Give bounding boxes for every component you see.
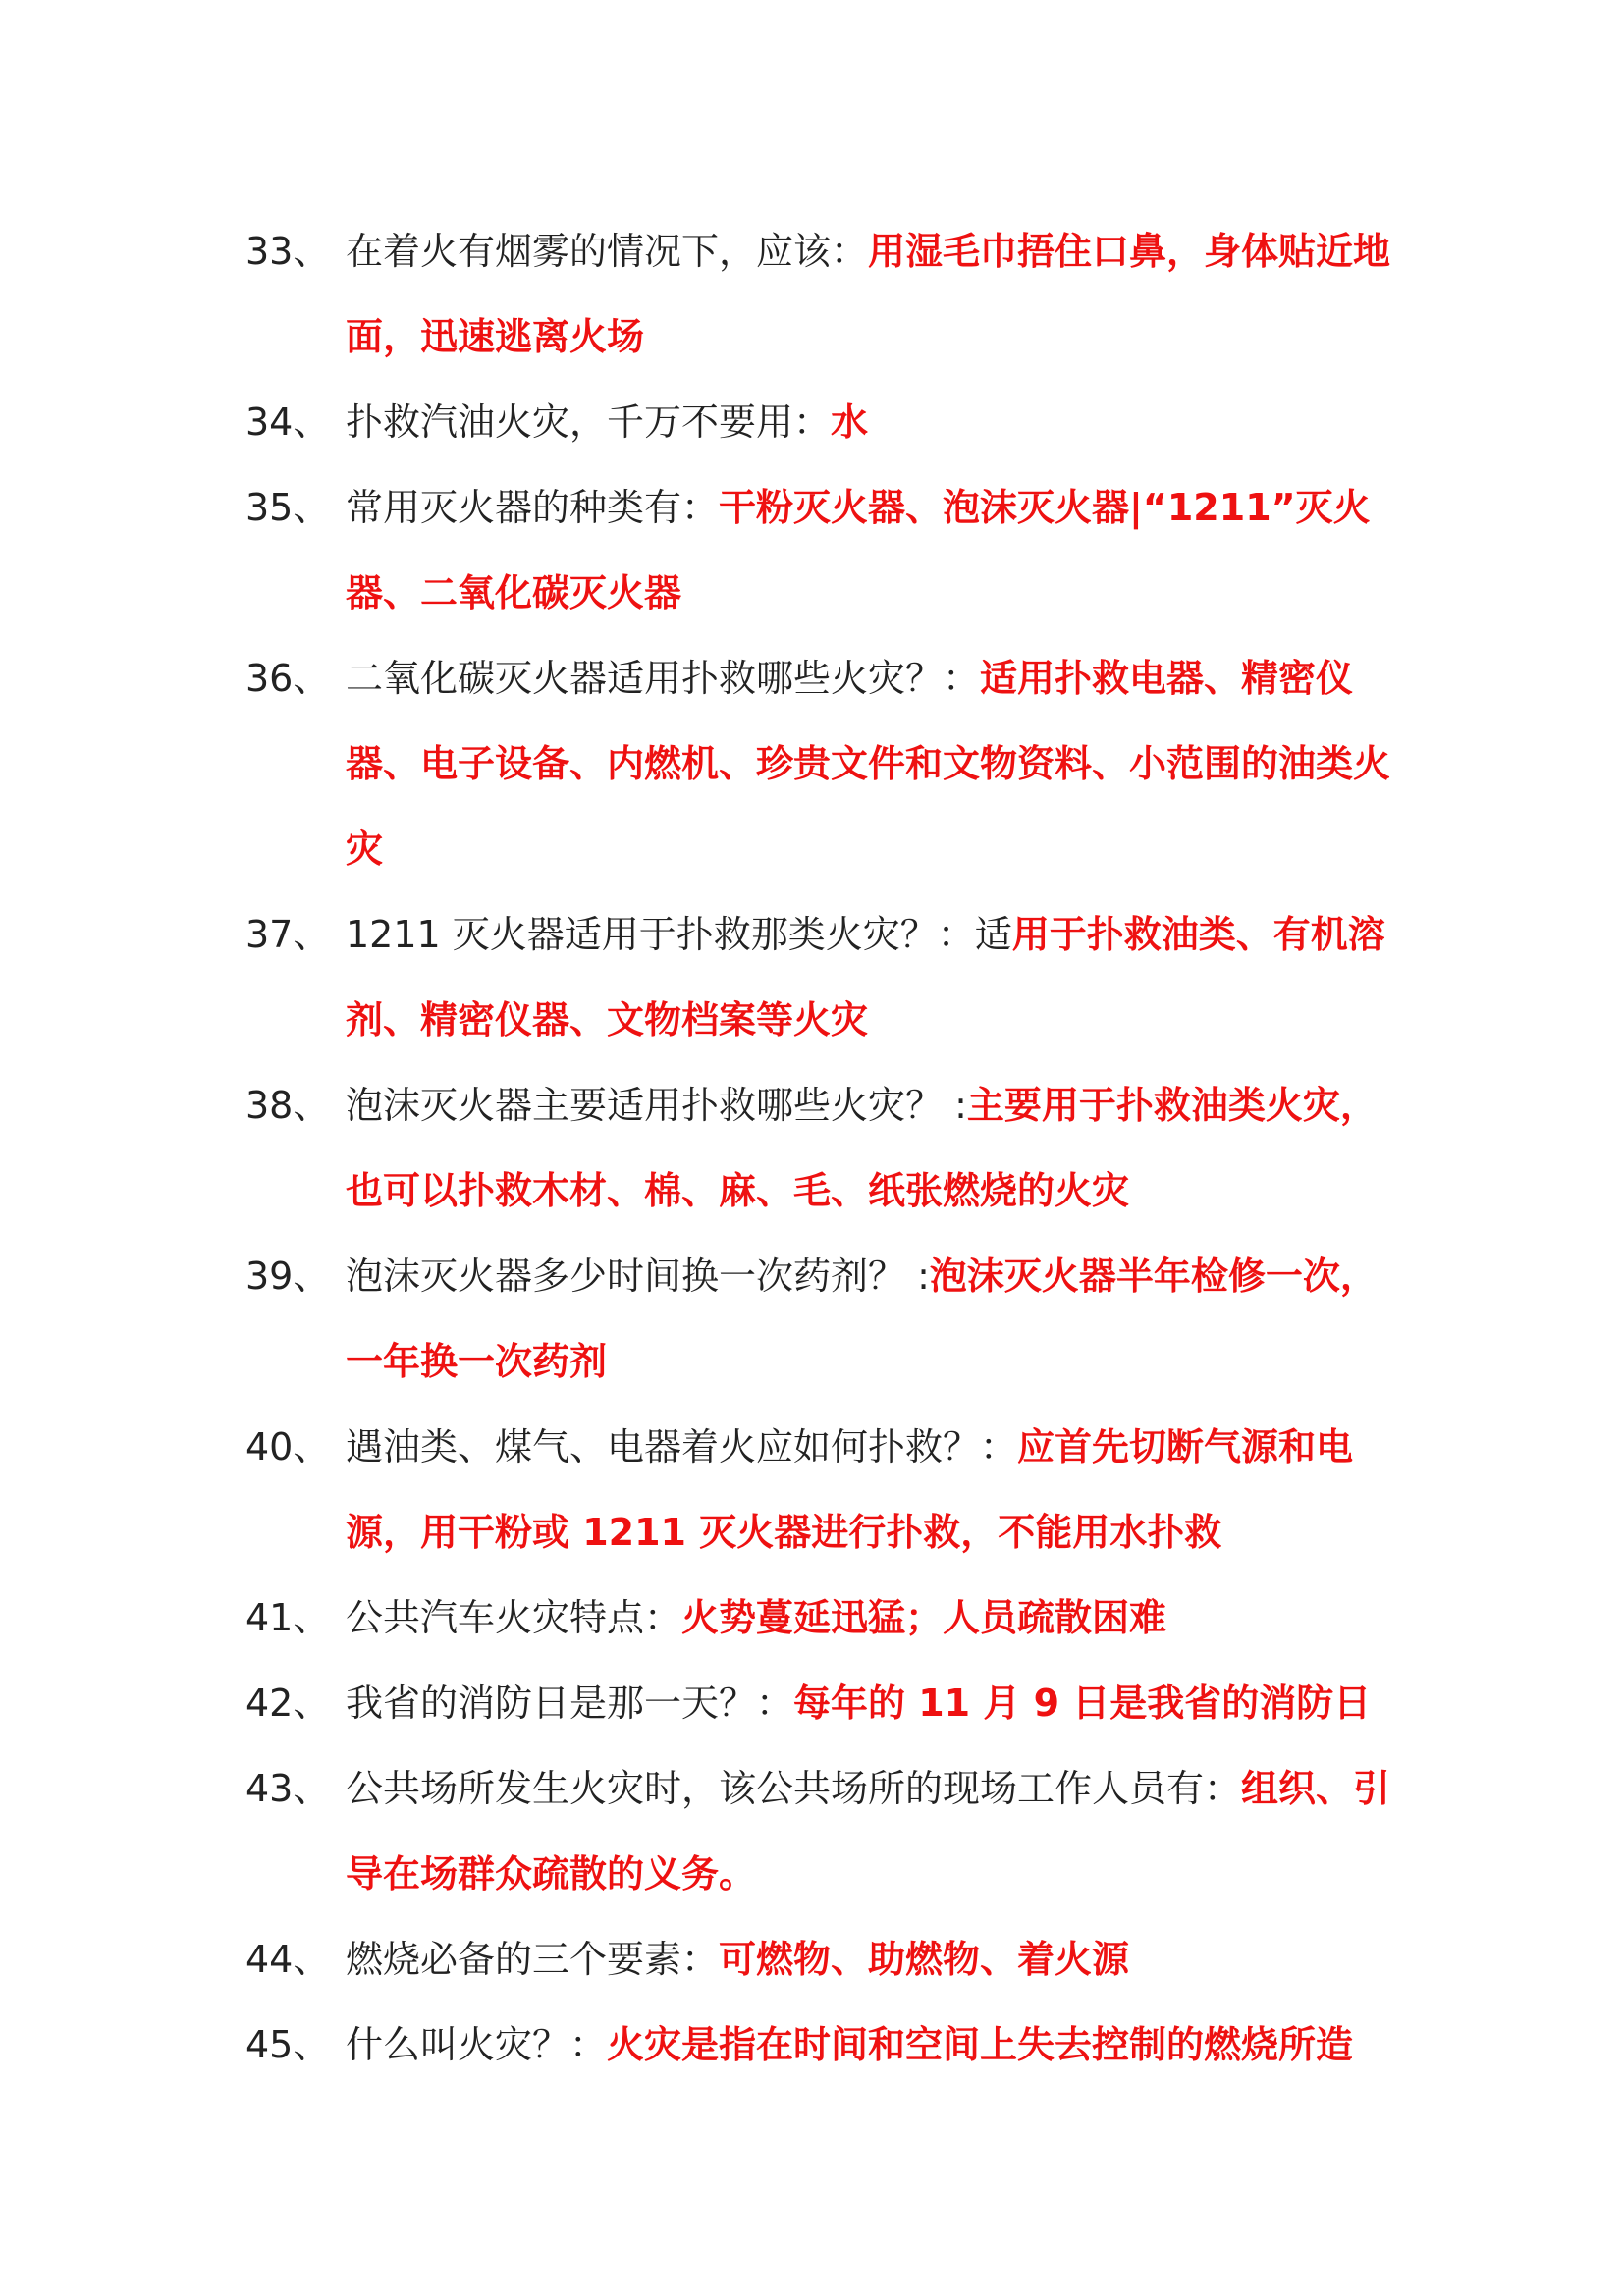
question-text: 泡沫灭火器多少时间换一次药剂？ : [346, 1255, 930, 1298]
item-number: 37、 [245, 913, 331, 956]
answer-text: 组织、引导在场群众疏散的义务。 [346, 1767, 1391, 1896]
answer-text: 用湿毛巾捂住口鼻，身体贴近地面，迅速逃离火场 [346, 230, 1391, 358]
item-number: 41、 [245, 1596, 331, 1639]
qa-item [245, 209, 1404, 380]
question-text: 在着火有烟雾的情况下，应该： [346, 230, 869, 273]
item-number: 42、 [245, 1682, 331, 1725]
qa-item [245, 1746, 1404, 1917]
qa-item [245, 1661, 1404, 1746]
question-text: 常用灭火器的种类有： [346, 486, 720, 529]
item-number: 36、 [245, 657, 331, 700]
qa-item [245, 380, 1404, 465]
item-number: 34、 [245, 400, 331, 444]
qa-list [245, 209, 1404, 2088]
qa-item [245, 1063, 1404, 1234]
question-text: 扑救汽油火灾，千万不要用： [346, 400, 832, 444]
item-number: 39、 [245, 1255, 331, 1298]
item-number: 33、 [245, 230, 331, 273]
qa-item [245, 465, 1404, 636]
item-number: 38、 [245, 1084, 331, 1127]
question-text: 我省的消防日是那一天？： [346, 1682, 794, 1725]
answer-text: 泡沫灭火器半年检修一次，一年换一次药剂 [346, 1255, 1378, 1383]
item-number: 44、 [245, 1938, 331, 1981]
question-text: 什么叫火灾？： [346, 2023, 608, 2066]
question-text: 公共汽车火灾特点： [346, 1596, 682, 1639]
qa-item [245, 1917, 1404, 2002]
question-text: 遇油类、煤气、电器着火应如何扑救？： [346, 1425, 1018, 1468]
answer-text: 用于扑救油类、有机溶剂、精密仪器、文物档案等火灾 [346, 913, 1385, 1041]
qa-item [245, 2002, 1404, 2088]
qa-item [245, 1234, 1404, 1405]
qa-item [245, 892, 1404, 1063]
question-text: 公共场所发生火灾时，该公共场所的现场工作人员有： [346, 1767, 1242, 1810]
item-number: 35、 [245, 486, 331, 529]
item-number: 40、 [245, 1425, 331, 1468]
answer-text: 火灾是指在时间和空间上失去控制的燃烧所造 [607, 2023, 1354, 2066]
qa-item [245, 636, 1404, 892]
answer-text: 干粉灭火器、泡沫灭火器|“1211”灭火器、二氧化碳灭火器 [346, 486, 1371, 614]
qa-item [245, 1575, 1404, 1661]
answer-text: 应首先切断气源和电源，用干粉或 1211 灭火器进行扑救，不能用水扑救 [346, 1425, 1354, 1554]
answer-text: 主要用于扑救油类火灾，也可以扑救木材、棉、麻、毛、纸张燃烧的火灾 [346, 1084, 1378, 1212]
answer-text: 适用扑救电器、精密仪器、电子设备、内燃机、珍贵文件和文物资料、小范围的油类火灾 [346, 657, 1391, 871]
qa-item [245, 1405, 1404, 1575]
answer-text: 火势蔓延迅猛；人员疏散困难 [681, 1596, 1167, 1639]
question-text: 二氧化碳灭火器适用扑救哪些火灾？： [346, 657, 981, 700]
question-text: 燃烧必备的三个要素： [346, 1938, 720, 1981]
question-text: 泡沫灭火器主要适用扑救哪些火灾？ : [346, 1084, 967, 1127]
answer-text: 每年的 11 月 9 日是我省的消防日 [793, 1682, 1372, 1725]
question-text: 1211 灭火器适用于扑救那类火灾？：适 [346, 913, 1012, 956]
answer-text: 可燃物、助燃物、着火源 [719, 1938, 1130, 1981]
answer-text: 水 [831, 400, 869, 444]
item-number: 43、 [245, 1767, 331, 1810]
item-number: 45、 [245, 2023, 331, 2066]
